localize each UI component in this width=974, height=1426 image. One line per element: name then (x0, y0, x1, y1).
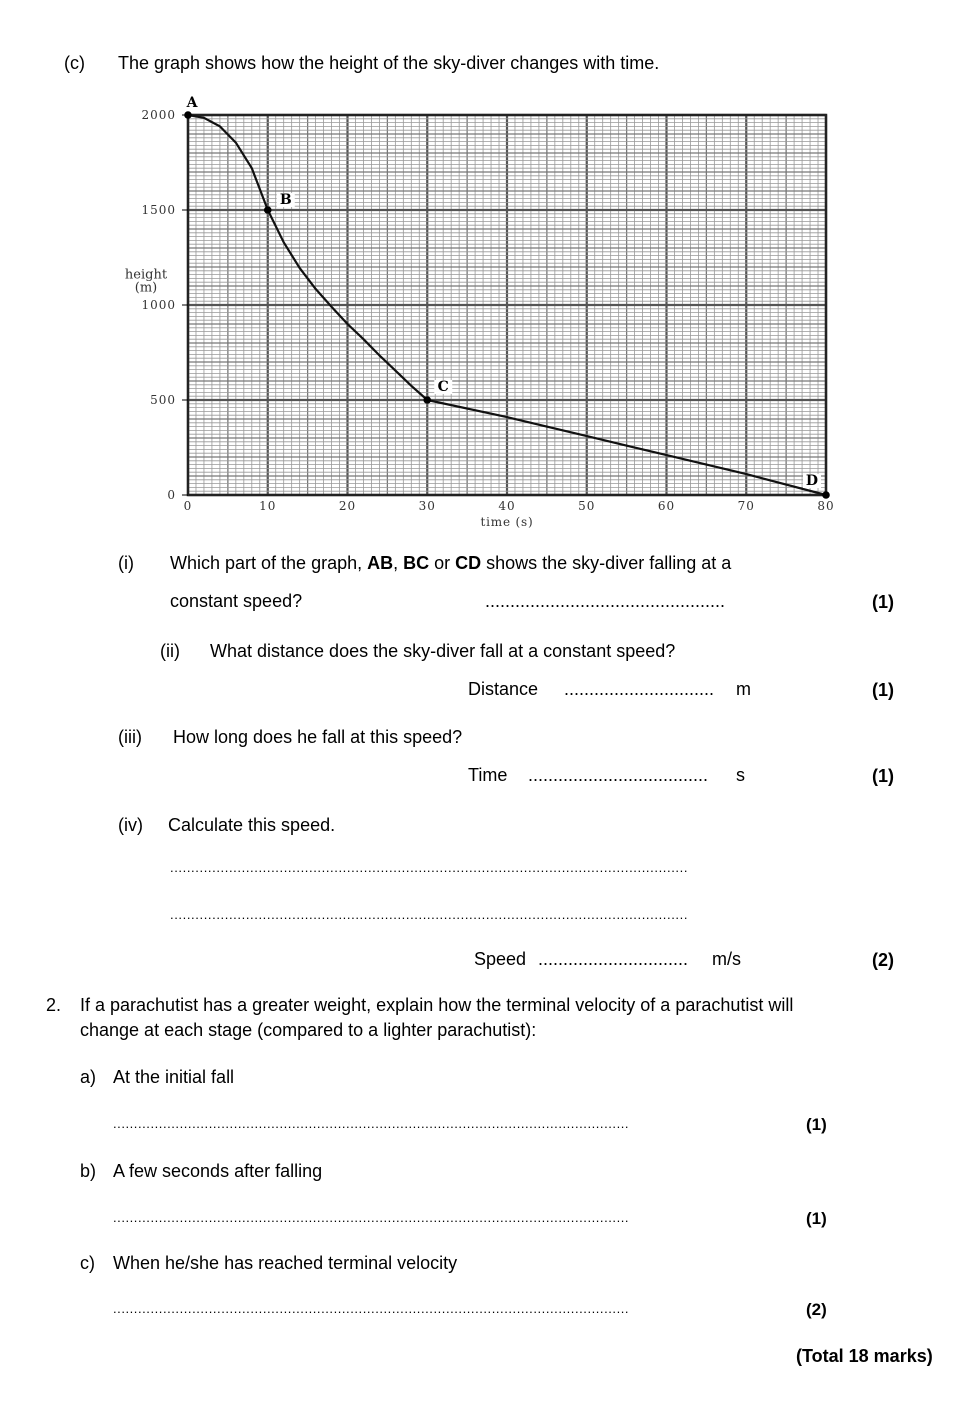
x-axis-label: time (s) (480, 515, 534, 529)
graph-grid (188, 115, 826, 495)
point-label-b: B (279, 192, 292, 208)
y-tick-label: 500 (150, 393, 176, 407)
q-ii-text: What distance does the sky-diver fall at a constant speed? (210, 641, 676, 661)
q-i-label: (i) (118, 553, 134, 573)
point-label-d: D (805, 473, 819, 489)
q-iv-marks: (2) (872, 950, 894, 970)
q-ii-answer-label: Distance (468, 679, 539, 699)
q-i-text: Which part of the graph, AB, BC or CD shows the sky-diver falling at a (170, 553, 732, 573)
q-iv-working-line-2[interactable]: ........................................................................................................................... (170, 907, 689, 922)
part-c-label: (c) (64, 53, 85, 73)
y-tick-label: 2000 (141, 108, 176, 122)
q-iv-label: (iv) (118, 815, 143, 835)
q-ii-answer-line[interactable]: .............................. (564, 679, 715, 699)
x-tick-label: 70 (737, 499, 755, 513)
q2b-marks: (1) (806, 1209, 827, 1228)
q2b-answer-line[interactable]: ............................................................................................................................ (113, 1210, 630, 1225)
q2b-label: b) (80, 1161, 97, 1181)
q-i-marks: (1) (872, 592, 894, 612)
y-axis-unit-label: (m) (134, 280, 158, 296)
q2c-label: c) (80, 1253, 95, 1273)
q-iii-marks: (1) (872, 766, 894, 786)
q-iv-answer-line[interactable]: .............................. (538, 949, 689, 969)
q-iv-answer-label: Speed (474, 949, 527, 969)
q-iv-working-line-1[interactable]: ........................................................................................................................... (170, 860, 689, 875)
part-c-intro: The graph shows how the height of the sky-diver changes with time. (118, 53, 660, 73)
point-b (264, 206, 272, 214)
q2c-answer-line[interactable]: ............................................................................................................................ (113, 1301, 630, 1316)
q-iii-text: How long does he fall at this speed? (173, 727, 463, 747)
option-cd: CD (455, 553, 482, 573)
y-axis-label: height (124, 267, 168, 283)
point-label-c: C (437, 379, 449, 395)
q2a-marks: (1) (806, 1115, 827, 1134)
q2a-answer-line[interactable]: ............................................................................................................................ (113, 1116, 630, 1131)
x-tick-label: 20 (338, 499, 357, 513)
q-iii-unit: s (736, 765, 745, 785)
q-iv-text: Calculate this speed. (168, 815, 336, 835)
q-iii-answer-label: Time (468, 765, 508, 785)
q-ii-unit: m (736, 679, 751, 699)
height-time-graph (0, 0, 974, 540)
point-c (423, 396, 431, 404)
x-tick-label: 0 (183, 499, 193, 513)
point-d (822, 491, 830, 499)
total-marks: (Total 18 marks) (796, 1346, 933, 1366)
q-i-answer-line[interactable]: ................................................ (485, 591, 726, 611)
x-tick-label: 50 (578, 499, 596, 513)
x-tick-label: 80 (817, 499, 835, 513)
q2-number: 2. (46, 995, 62, 1015)
q-ii-marks: (1) (872, 680, 894, 700)
point-a (184, 111, 192, 119)
y-tick-label: 1500 (141, 203, 176, 217)
q2a-label: a) (80, 1067, 97, 1087)
x-tick-label: 40 (498, 499, 516, 513)
q2b-text: A few seconds after falling (113, 1161, 323, 1181)
q2-line-1: If a parachutist has a greater weight, explain how the terminal velocity of a parachutist will (80, 995, 794, 1015)
y-tick-label: 0 (167, 488, 176, 502)
x-tick-label: 10 (259, 499, 277, 513)
point-label-a: A (186, 95, 198, 111)
x-tick-label: 60 (657, 499, 676, 513)
q2a-text: At the initial fall (113, 1067, 235, 1087)
x-tick-label: 30 (418, 499, 436, 513)
q-ii-label: (ii) (160, 641, 180, 661)
q-iv-unit: m/s (712, 949, 741, 969)
q-iii-answer-line[interactable]: .................................... (528, 765, 709, 785)
q-iii-label: (iii) (118, 727, 142, 747)
q2c-marks: (2) (806, 1300, 827, 1319)
q2c-text: When he/she has reached terminal velocity (113, 1253, 458, 1273)
y-tick-label: 1000 (141, 298, 176, 312)
q2-line-2: change at each stage (compared to a lighter parachutist): (80, 1020, 537, 1040)
q-i-line2: constant speed? (170, 591, 303, 611)
option-ab: AB (367, 553, 394, 573)
option-bc: BC (403, 553, 430, 573)
